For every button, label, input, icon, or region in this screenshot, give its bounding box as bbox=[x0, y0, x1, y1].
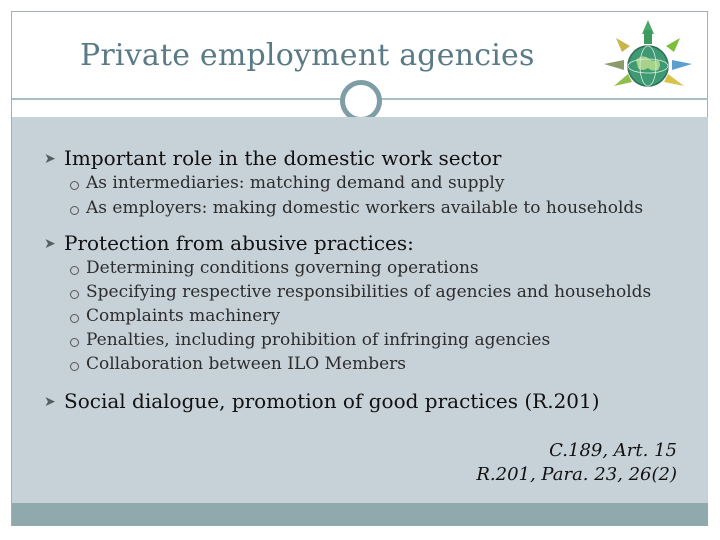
logo-arrow-left-bottom bbox=[614, 74, 632, 86]
section-item: As intermediaries: matching demand and supply bbox=[86, 173, 505, 193]
bullet-level1 bbox=[44, 146, 501, 170]
bullet-arrow-icon: ➤ bbox=[44, 236, 56, 252]
bullet-circle-icon bbox=[69, 358, 86, 369]
bullet-level2 bbox=[69, 306, 280, 326]
logo-arrow-right-top bbox=[666, 38, 680, 52]
slide-title: Private employment agencies bbox=[80, 38, 535, 73]
bullet-circle-icon bbox=[69, 262, 86, 273]
bullet-level2 bbox=[69, 258, 479, 278]
title-divider-circle bbox=[340, 80, 382, 122]
logo-arrow-right-bottom bbox=[664, 74, 684, 86]
citation-line: R.201, Para. 23, 26(2) bbox=[476, 464, 677, 485]
bullet-level2 bbox=[69, 282, 651, 302]
bullet-circle-icon bbox=[69, 286, 86, 297]
bullet-circle-icon bbox=[69, 334, 86, 345]
logo-arrow-right bbox=[672, 60, 692, 70]
bullet-level1 bbox=[44, 231, 414, 255]
bullet-arrow-icon: ➤ bbox=[44, 394, 56, 410]
citation-line: C.189, Art. 15 bbox=[549, 440, 677, 461]
bullet-level1 bbox=[44, 389, 600, 413]
bullet-level2 bbox=[69, 330, 550, 350]
bullet-circle-icon bbox=[69, 177, 86, 188]
section-item: Penalties, including prohibition of infringing agencies bbox=[86, 330, 551, 350]
bullet-arrow-icon: ➤ bbox=[44, 151, 56, 167]
section-heading: Important role in the domestic work sector bbox=[64, 146, 502, 170]
logo-arrow-left bbox=[604, 60, 624, 70]
bullet-circle-icon bbox=[69, 310, 86, 321]
section-heading: Protection from abusive practices: bbox=[64, 231, 414, 255]
bullet-level2 bbox=[69, 198, 643, 218]
logo-arrow-left-top bbox=[616, 38, 630, 52]
section-item: Complaints machinery bbox=[86, 306, 281, 326]
footer-bar bbox=[12, 503, 708, 526]
section-item: Specifying respective responsibilities of agencies and households bbox=[86, 282, 652, 302]
bullet-level2 bbox=[69, 173, 504, 193]
section-heading: Social dialogue, promotion of good practices (R.201) bbox=[64, 389, 600, 413]
section-item: Collaboration between ILO Members bbox=[86, 354, 407, 374]
section-item: Determining conditions governing operations bbox=[86, 258, 479, 278]
bullet-circle-icon bbox=[69, 202, 86, 213]
section-item: As employers: making domestic workers available to households bbox=[86, 198, 644, 218]
globe-icon bbox=[596, 16, 700, 98]
bullet-level2 bbox=[69, 354, 406, 374]
logo-arrow-top-stem bbox=[644, 30, 652, 44]
